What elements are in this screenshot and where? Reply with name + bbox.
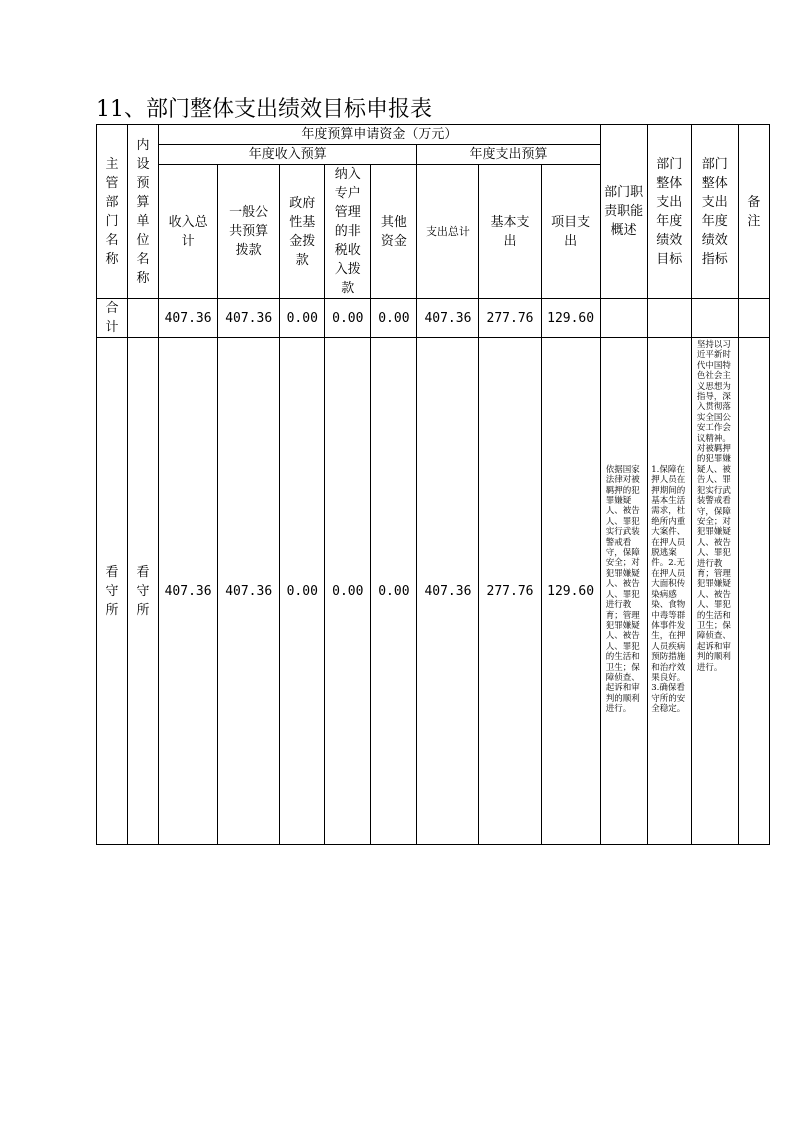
header-other-funds: 其他资金	[371, 165, 417, 299]
row-general-public: 407.36	[218, 338, 280, 845]
header-goals: 部门整体支出年度绩效目标	[647, 125, 691, 299]
total-duties-empty	[600, 299, 647, 338]
table-row	[97, 338, 770, 845]
header-project-expense: 项目支出	[541, 165, 600, 299]
total-remarks-empty	[738, 299, 769, 338]
header-annual-funds: 年度预算申请资金（万元）	[159, 125, 601, 145]
header-remarks: 备注	[738, 125, 769, 299]
total-goals-empty	[647, 299, 691, 338]
row-remarks	[738, 338, 769, 845]
header-general-public: 一般公共预算拨款	[218, 165, 280, 299]
header-dept-name: 主管部门名称	[97, 125, 128, 299]
total-income-total: 407.36	[159, 299, 218, 338]
total-non-tax: 0.00	[325, 299, 371, 338]
row-goals: 1.保障在押人员在押期间的基本生活需求，杜绝所内重大案件、在押人员脱逃案件。2.无在押人员大面积传染病感染、食物中毒等群体事件发生，在押人员疾病预防措施和治疗效果良好。3.确保看守所的安全稳定。	[647, 338, 691, 845]
row-project-expense: 129.60	[541, 338, 600, 845]
row-dept: 看守所	[97, 338, 128, 845]
row-duties: 依据国家法律对被羁押的犯罪嫌疑人、被告人、罪犯实行武装警戒看守，保障安全；对犯罪嫌疑人、被告人、罪犯进行教育；管理犯罪嫌疑人、被告人、罪犯的生活和卫生；保障侦查、起诉和审判的顺利进行。	[600, 338, 647, 845]
performance-target-table	[96, 124, 770, 845]
row-income-total: 407.36	[159, 338, 218, 845]
total-basic-expense: 277.76	[479, 299, 541, 338]
row-unit: 看守所	[128, 338, 159, 845]
header-expense-total: 支出总计	[417, 165, 479, 299]
total-indicators-empty	[691, 299, 738, 338]
total-gov-fund: 0.00	[280, 299, 325, 338]
header-indicators: 部门整体支出年度绩效指标	[691, 125, 738, 299]
header-non-tax: 纳入专户管理的非税收入拨款	[325, 165, 371, 299]
total-expense-total: 407.36	[417, 299, 479, 338]
header-expense-budget: 年度支出预算	[417, 145, 600, 165]
header-duties: 部门职责职能概述	[600, 125, 647, 299]
header-income-total: 收入总计	[159, 165, 218, 299]
header-unit-name: 内设预算单位名称	[128, 125, 159, 299]
row-basic-expense: 277.76	[479, 338, 541, 845]
total-label: 合计	[97, 299, 128, 338]
row-gov-fund: 0.00	[280, 338, 325, 845]
total-unit-empty	[128, 299, 159, 338]
page-title: 11、部门整体支出绩效目标申报表	[96, 97, 432, 122]
table-row-total	[97, 299, 770, 338]
total-other-funds: 0.00	[371, 299, 417, 338]
header-basic-expense: 基本支出	[479, 165, 541, 299]
total-project-expense: 129.60	[541, 299, 600, 338]
row-other-funds: 0.00	[371, 338, 417, 845]
header-gov-fund: 政府性基金拨款	[280, 165, 325, 299]
row-indicators: 坚持以习近平新时代中国特色社会主义思想为指导，深入贯彻落实全国公安工作会议精神。对被羁押的犯罪嫌疑人、被告人、罪犯实行武装警戒看守，保障安全；对犯罪嫌疑人、被告人、罪犯进行教育；管理犯罪嫌疑人、被告人、罪犯的生活和卫生；保障侦查、起诉和审判的顺利进行。	[691, 338, 738, 845]
row-expense-total: 407.36	[417, 338, 479, 845]
row-non-tax: 0.00	[325, 338, 371, 845]
total-general-public: 407.36	[218, 299, 280, 338]
header-income-budget: 年度收入预算	[159, 145, 417, 165]
